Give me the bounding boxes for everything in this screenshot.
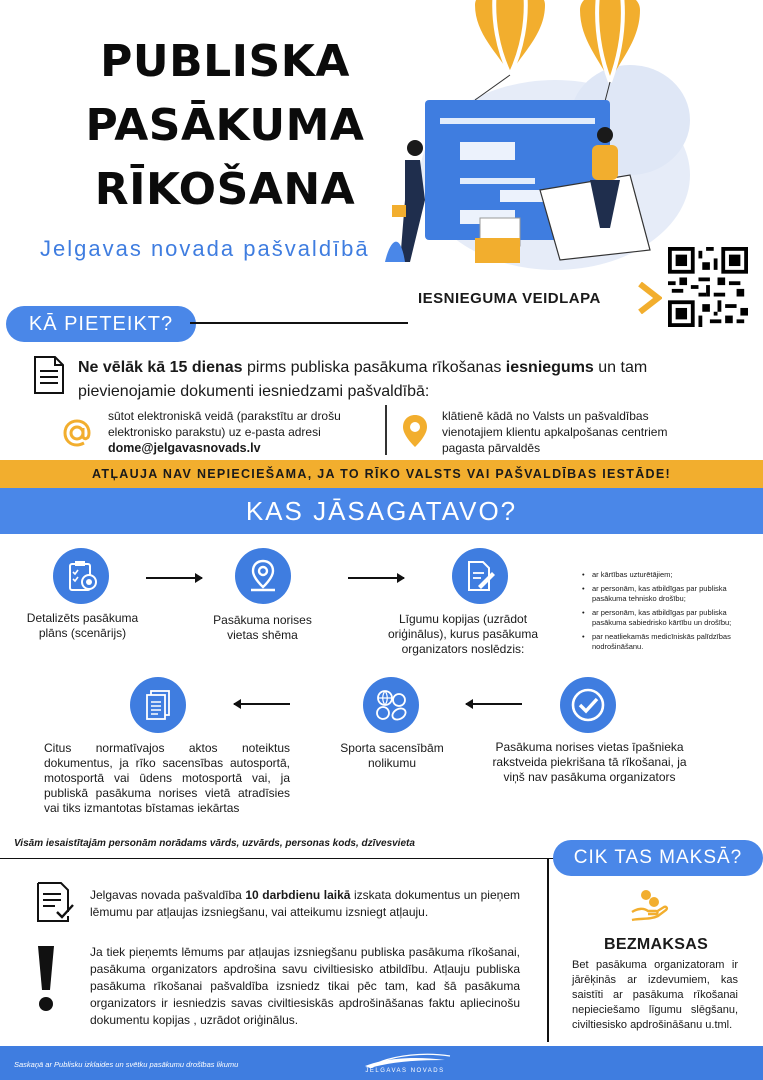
page-title <box>70 30 380 222</box>
location-step-icon <box>235 548 291 604</box>
step-plan: Detalizēts pasākuma plāns (scenārijs) <box>26 611 139 640</box>
exclamation-icon <box>34 944 58 1014</box>
divider <box>190 322 408 324</box>
deadline-text: Ne vēlāk kā 15 dienas pirms publiska pasākuma rīkošanas iesniegums un tam pievienojamie dokumenti iesniedzami pašvaldībā: <box>78 359 648 400</box>
persons-note: Visām iesaistītajām personām norādams vārds, uzvārds, personas kods, dzīvesvieta <box>14 838 415 849</box>
cost-heading: CIK TAS MAKSĀ? <box>553 840 763 876</box>
map-pin-icon <box>248 559 278 593</box>
plan-step-icon <box>53 548 109 604</box>
arrow-left <box>466 703 522 705</box>
step-contracts: Līgumu kopijas (uzrādot oriģinālus), kurus pasākuma organizators noslēdzis: <box>387 612 539 656</box>
contracts-step-icon <box>452 548 508 604</box>
contract-pen-icon <box>464 559 496 593</box>
form-link-label[interactable]: IESNIEGUMA VEIDLAPA <box>418 290 601 307</box>
qr-code[interactable] <box>668 247 748 327</box>
other-docs-step-icon <box>130 677 186 733</box>
consent-step-icon <box>560 677 616 733</box>
contracts-list <box>582 570 742 656</box>
notice-banner: ATĻAUJA NAV NEPIECIEŠAMA, JA TO RĪKO VALSTS VAI PAŠVALDĪBAS IESTĀDE! <box>0 460 763 488</box>
cost-details: Bet pasākuma organizatoram ir jārēķinās ar izdevumiem, kas saistīti ar pasākuma rīkošanai nepieciešamo līgumu slēgšanu, civiltiesisko apdrošināšanu u.tml. <box>572 959 738 1031</box>
title-line-3: RĪKOŠANA <box>94 164 356 215</box>
how-to-apply-heading: KĀ PIETEIKT? <box>6 306 196 342</box>
step-other-documents: Citus normatīvajos aktos noteiktus dokumentus, ja rīko sacensības autosportā, motosportā vai ūdens motosportā vai, ja publiskā pasākuma norises vietā atradīsies vai tiks izmantotas bīstamas iekārtas <box>44 741 290 815</box>
location-pin-icon <box>402 414 428 448</box>
sports-step-icon <box>363 677 419 733</box>
title-line-1: PUBLISKA <box>100 36 350 87</box>
subtitle: Jelgavas novada pašvaldībā <box>40 236 370 261</box>
review-text: Jelgavas novada pašvaldība 10 darbdienu laikā izskata dokumentus un pieņem lēmumu par atļaujas izsniegšanu, vai atteikumu izsniegt atļauju. <box>90 888 520 919</box>
clipboard-target-icon <box>64 559 98 593</box>
divider <box>385 405 387 455</box>
calendar-illustration <box>380 0 690 275</box>
coins-hand-icon <box>630 888 670 924</box>
documents-stack-icon <box>142 688 174 722</box>
step-venue-scheme: Pasākuma norises vietas shēma <box>213 613 312 642</box>
email-instructions: sūtot elektroniskā veidā (parakstītu ar drošu elektronisko parakstu) uz e-pasta adresi dome@jelgavasnovads.lv <box>108 409 341 455</box>
check-circle-icon <box>570 687 606 723</box>
email-at-icon <box>62 418 92 448</box>
sports-balls-icon <box>372 686 410 724</box>
document-icon <box>32 355 66 395</box>
divider <box>547 858 549 1042</box>
title-line-2: PASĀKUMA <box>85 100 365 151</box>
chevron-right-icon <box>636 282 662 314</box>
arrow-right <box>348 577 404 579</box>
document-check-icon <box>35 880 75 924</box>
logo-text: JELGAVAS NOVADS <box>365 1068 445 1074</box>
list-item: • ar personām, kas atbildīgas par publiska pasākuma sabiedrisko kārtību un drošību; <box>582 608 742 628</box>
divider <box>0 858 556 859</box>
step-owner-consent: Pasākuma norises vietas īpašnieka rakstveida piekrišana tā rīkošanai, ja viņš nav pasākuma organizators <box>492 740 687 784</box>
arrow-left <box>234 703 290 705</box>
list-item: • ar kārtības uzturētājiem; <box>582 570 742 580</box>
cost-value: BEZMAKSAS <box>604 936 709 953</box>
email-address-link[interactable]: dome@jelgavasnovads.lv <box>108 441 261 455</box>
law-reference: Saskaņā ar Publisku izklaides un svētku pasākumu drošības likumu <box>14 1060 239 1069</box>
step-sport-rules: Sporta sacensībām nolikumu <box>340 741 444 770</box>
what-to-prepare-heading: KAS JĀSAGATAVO? <box>0 488 763 534</box>
in-person-instructions: klātienē kādā no Valsts un pašvaldības vienotajiem klientu apkalpošanas centriem pagasta pārvaldēs <box>442 409 668 455</box>
list-item: • ar personām, kas atbildīgas par publiska pasākuma tehnisko drošību; <box>582 584 742 604</box>
list-item: • par neatliekamās medicīniskās palīdzības nodrošināšanu. <box>582 632 742 652</box>
insurance-text: Ja tiek pieņemts lēmums par atļaujas izsniegšanu publiska pasākuma rīkošanai, pasākuma organizators apdrošina savu civiltiesisko atbildību. Atļauju publiska pasākuma rīkošanai pašvaldība izsniedz tikai pēc tam, kad šā pasākuma organizators ir iesniedzis savas civiltiesiskās apdrošināšanas faktu apliecinošu dokumentu kopijas , uzrādot oriģinālus. <box>90 945 520 1027</box>
arrow-right <box>146 577 202 579</box>
